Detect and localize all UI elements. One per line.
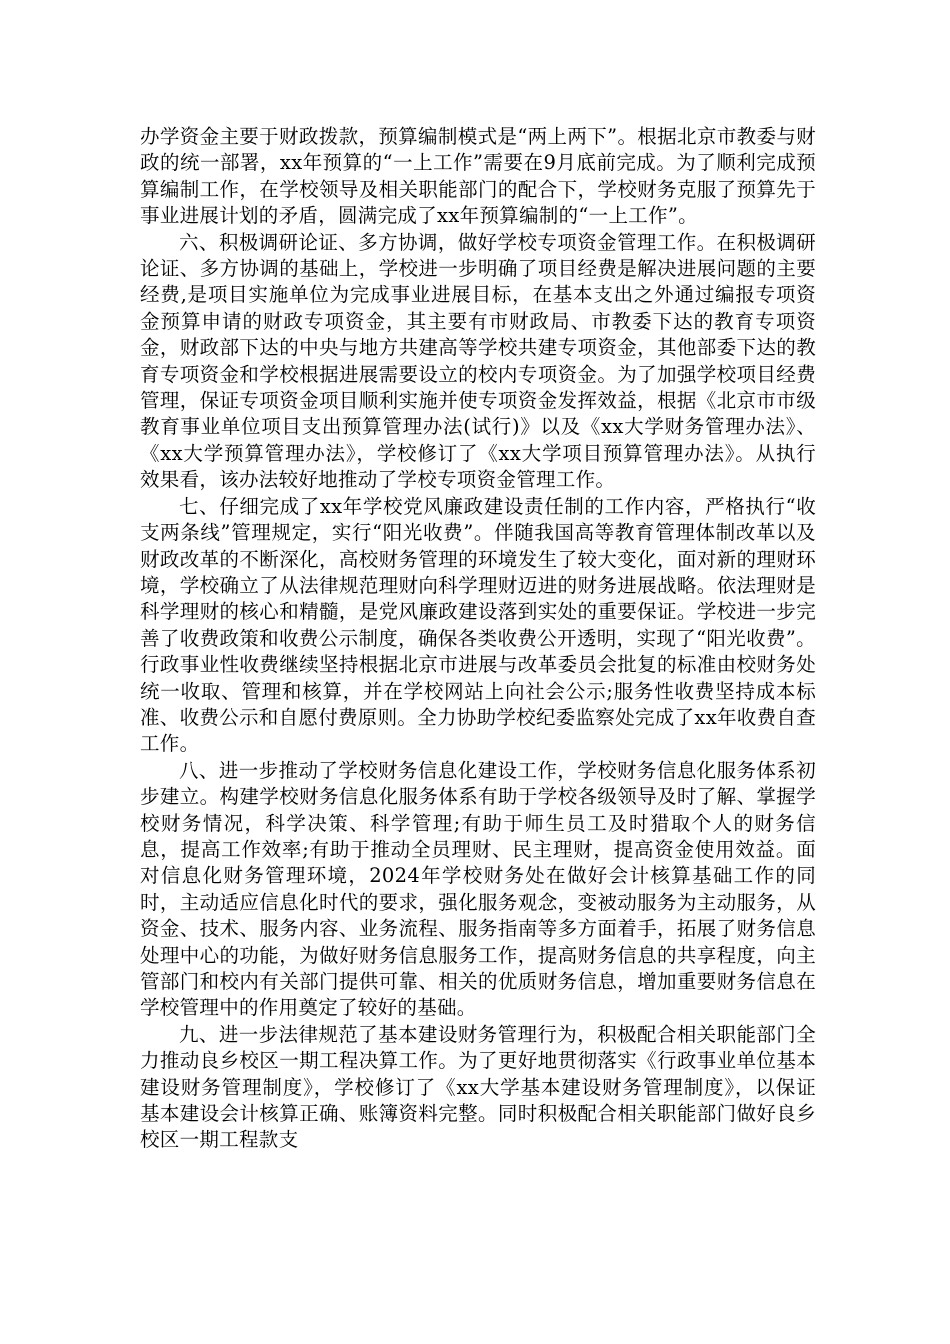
- paragraph-eight-informatization: 八、进一步推动了学校财务信息化建设工作，学校财务信息化服务体系初步建立。构建学校财务信息化服务体系有助于学校各级领导及时了解、掌握学校财务情况，科学决策、科学管理;有助于师生员工及时猎取个人的财务信息，提高工作效率;有助于推动全员理财、民主理财，提高资金使用效益。面对信息化财务管理环境，2024年学校财务处在做好会计核算基础工作的同时，主动适应信息化时代的要求，强化服务观念，变被动服务为主动服务，从资金、技术、服务内容、业务流程、服务指南等多方面着手，拓展了财务信息处理中心的功能，为做好财务信息服务工作，提高财务信息的共享程度，向主管部门和校内有关部门提供可靠、相关的优质财务信息，增加重要财务信息在学校管理中的作用奠定了较好的基础。: [140, 758, 816, 1020]
- document-body: [140, 124, 816, 1154]
- paragraph-six-special-funds: 六、积极调研论证、多方协调，做好学校专项资金管理工作。在积极调研论证、多方协调的基础上，学校进一步明确了项目经费是解决进展问题的主要经费,是项目实施单位为完成事业进展目标，在基本支出之外通过编报专项资金预算申请的财政专项资金，其主要有市财政局、市教委下达的教育专项资金，财政部下达的中央与地方共建高等学校共建专项资金，其他部委下达的教育专项资金和学校根据进展需要设立的校内专项资金。为了加强学校项目经费管理，保证专项资金项目顺利实施并使专项资金发挥效益，根据《北京市市级教育事业单位项目支出预算管理办法(试行)》以及《xx大学财务管理办法》、《xx大学预算管理办法》，学校修订了《xx大学项目预算管理办法》。从执行效果看，该办法较好地推动了学校专项资金管理工作。: [140, 230, 816, 492]
- paragraph-nine-construction: 九、进一步法律规范了基本建设财务管理行为，积极配合相关职能部门全力推动良乡校区一期工程决算工作。为了更好地贯彻落实《行政事业单位基本建设财务管理制度》，学校修订了《xx大学基本建设财务管理制度》，以保证基本建设会计核算正确、账簿资料完整。同时积极配合相关职能部门做好良乡校区一期工程款支: [140, 1022, 816, 1152]
- paragraph-seven-integrity: 七、仔细完成了xx年学校党风廉政建设责任制的工作内容，严格执行“收支两条线”管理规定，实行“阳光收费”。伴随我国高等教育管理体制改革以及财政改革的不断深化，高校财务管理的环境发生了较大变化，面对新的理财环境，学校确立了从法律规范理财向科学理财迈进的财务进展战略。依法理财是科学理财的核心和精髓，是党风廉政建设落到实处的重要保证。学校进一步完善了收费政策和收费公示制度，确保各类收费公开透明，实现了“阳光收费”。行政事业性收费继续坚持根据北京市进展与改革委员会批复的标准由校财务处统一收取、管理和核算，并在学校网站上向社会公示;服务性收费坚持成本标准、收费公示和自愿付费原则。全力协助学校纪委监察处完成了xx年收费自查工作。: [140, 494, 816, 756]
- paragraph-budget-continuation: 办学资金主要于财政拨款，预算编制模式是“两上两下”。根据北京市教委与财政的统一部署，xx年预算的“一上工作”需要在9月底前完成。为了顺利完成预算编制工作，在学校领导及相关职能部门的配合下，学校财务克服了预算先于事业进展计划的矛盾，圆满完成了xx年预算编制的“一上工作”。: [140, 125, 816, 228]
